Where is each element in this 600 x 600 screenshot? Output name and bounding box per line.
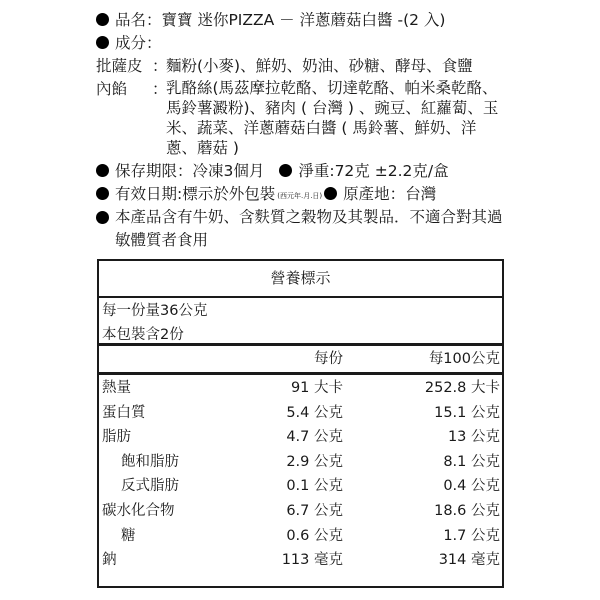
table-row (99, 524, 502, 549)
col-per-serving: 每份 (314, 351, 343, 367)
bullet-icon (96, 36, 109, 49)
table-row (99, 401, 502, 426)
product-info (96, 9, 516, 252)
serving-info (99, 298, 502, 346)
col-per-100g: 每100公克 (428, 351, 500, 367)
per-serving-value: 0.6 公克 (286, 527, 343, 544)
crust-value: 麵粉(小麥)、鮮奶、奶油、砂糖、酵母、食鹽 (166, 57, 473, 75)
per-serving-value: 113 毫克 (281, 552, 343, 569)
colon: ： (152, 57, 168, 75)
shelf-life-label: 保存期限： (115, 162, 193, 180)
nutrient-name: 蛋白質 (102, 404, 146, 421)
net-weight-value: :72克 ±2.2克/盒 (329, 162, 449, 180)
per-100g-value: 13 公克 (447, 429, 500, 446)
product-name-value: 寶寶 迷你PIZZA － 洋蔥蘑菇白醬 -(2 入) (161, 11, 446, 29)
nutrition-table (97, 259, 504, 588)
ingredients-label: 成分： (115, 34, 162, 52)
per-100g-value: 252.8 大卡 (424, 380, 500, 396)
expiry-label: 有效日期 (115, 185, 178, 203)
bullet-icon (96, 13, 109, 26)
per-serving-value: 91 大卡 (290, 380, 343, 396)
table-row (99, 474, 502, 499)
nutrient-name: 糖 (121, 527, 136, 544)
shelf-weight-line (96, 160, 516, 183)
allergen-text: 本產品含有牛奶、含麩質之穀物及其製品．不適合對其過敏體質者食用 (115, 208, 503, 249)
filling-ingredients (96, 78, 516, 158)
bullet-icon (279, 164, 292, 177)
filling-value: 乳酪絲(馬茲摩拉乾酪、切達乾酪、帕米桑乾酪、馬鈴薯澱粉)、豬肉 ( 台灣 ) 、豌豆、紅蘿蔔、玉米、蔬菜、洋蔥蘑菇白醬 ( 馬鈴薯、鮮奶、洋蔥、蘑菇 ) (166, 79, 499, 157)
nutrient-name: 反式脂肪 (121, 478, 179, 495)
colon: ： (152, 80, 168, 98)
table-row (99, 450, 502, 475)
expiry-origin-line (96, 183, 516, 206)
column-header-row (99, 346, 502, 375)
origin-value: 台灣 (405, 185, 437, 203)
nutrition-title: 營養標示 (99, 261, 502, 298)
nutrient-rows (99, 375, 502, 573)
bullet-icon (96, 164, 109, 177)
allergen-line (96, 206, 516, 252)
table-row (99, 425, 502, 450)
bullet-icon (96, 211, 109, 224)
origin-label: 原產地： (343, 185, 406, 203)
per-serving-value: 4.7 公克 (286, 429, 343, 446)
per-serving-value: 5.4 公克 (286, 404, 343, 421)
per-serving-value: 0.1 公克 (286, 478, 343, 495)
per-100g-value: 18.6 公克 (434, 502, 500, 519)
nutrient-name: 碳水化合物 (102, 502, 175, 519)
bullet-icon (324, 187, 337, 200)
table-row (99, 548, 502, 573)
product-name-label: 品名： (115, 11, 162, 29)
crust-label: 批薩皮 (96, 57, 143, 75)
nutrient-name: 鈉 (102, 552, 117, 569)
expiry-value: :標示於外包裝 (177, 185, 276, 203)
net-weight-label: 淨重 (298, 162, 330, 180)
servings-per-pack: 本包裝含2份 (102, 327, 184, 343)
nutrient-name: 熱量 (102, 380, 131, 396)
per-serving-value: 2.9 公克 (286, 453, 343, 470)
bullet-icon (96, 187, 109, 200)
product-name-line (96, 9, 516, 32)
filling-label: 內餡 (96, 80, 128, 98)
crust-ingredients (96, 55, 516, 78)
table-row (99, 499, 502, 524)
table-row (99, 376, 502, 401)
expiry-note: (西元年.月.日) (277, 192, 323, 200)
per-serving-value: 6.7 公克 (286, 502, 343, 519)
per-100g-value: 15.1 公克 (434, 404, 500, 421)
per-100g-value: 1.7 公克 (443, 527, 500, 544)
per-100g-value: 8.1 公克 (443, 453, 500, 470)
nutrient-name: 脂肪 (102, 429, 131, 446)
per-100g-value: 0.4 公克 (443, 478, 500, 495)
ingredients-heading-line (96, 32, 516, 55)
nutrient-name: 飽和脂肪 (121, 453, 179, 470)
per-100g-value: 314 毫克 (438, 552, 500, 569)
shelf-life-value: 冷凍3個月 (192, 162, 265, 180)
serving-size: 每一份量36公克 (102, 303, 208, 319)
